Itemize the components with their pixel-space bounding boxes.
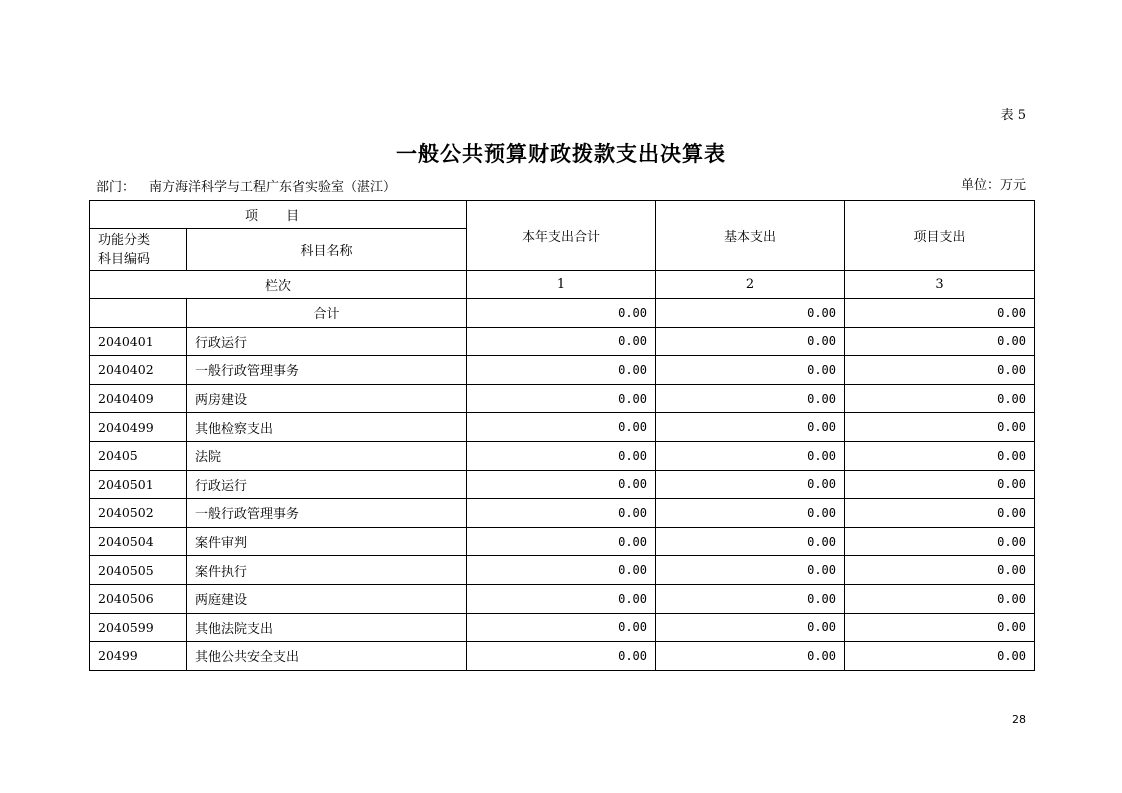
header-item: 项目支出	[845, 201, 1035, 271]
row-name: 其他法院支出	[187, 613, 467, 642]
row-code: 2040409	[90, 384, 187, 413]
row-basic: 0.00	[656, 556, 845, 585]
table-row	[90, 384, 1035, 413]
lane-1: 1	[467, 271, 656, 299]
department-line	[96, 176, 396, 195]
row-name: 法院	[187, 441, 467, 470]
header-total: 本年支出合计	[467, 201, 656, 271]
unit-label: 单位：万元	[960, 178, 1026, 193]
row-basic: 0.00	[656, 499, 845, 528]
row-total: 0.00	[467, 527, 656, 556]
row-basic: 0.00	[656, 642, 845, 671]
row-name: 两庭建设	[187, 584, 467, 613]
row-name: 行政运行	[187, 470, 467, 499]
row-name: 行政运行	[187, 327, 467, 356]
row-code: 2040499	[90, 413, 187, 442]
row-total: 0.00	[467, 613, 656, 642]
row-name: 一般行政管理事务	[187, 356, 467, 385]
row-code: 2040599	[90, 613, 187, 642]
row-total: 0.00	[467, 556, 656, 585]
row-total: 0.00	[467, 384, 656, 413]
row-code: 2040401	[90, 327, 187, 356]
row-name: 其他公共安全支出	[187, 642, 467, 671]
row-code: 20499	[90, 642, 187, 671]
row-basic: 0.00	[656, 356, 845, 385]
row-item: 0.00	[845, 356, 1035, 385]
row-total: 0.00	[467, 327, 656, 356]
row-item: 0.00	[845, 470, 1035, 499]
table-row	[90, 299, 1035, 328]
table-row	[90, 642, 1035, 671]
row-item: 0.00	[845, 413, 1035, 442]
row-item: 0.00	[845, 613, 1035, 642]
page-title: 一般公共预算财政拨款支出决算表	[396, 141, 726, 166]
table-row	[90, 556, 1035, 585]
lane-2: 2	[656, 271, 845, 299]
row-item: 0.00	[845, 642, 1035, 671]
table-row	[90, 584, 1035, 613]
header-project: 项 目	[90, 201, 467, 229]
table-row	[90, 356, 1035, 385]
row-basic: 0.00	[656, 413, 845, 442]
row-name: 案件审判	[187, 527, 467, 556]
table-row	[90, 441, 1035, 470]
row-basic: 0.00	[656, 299, 845, 328]
row-item: 0.00	[845, 384, 1035, 413]
expenditure-table	[89, 200, 1035, 671]
row-basic: 0.00	[656, 441, 845, 470]
header-subject-name: 科目名称	[187, 229, 467, 271]
row-code: 2040506	[90, 584, 187, 613]
row-name: 案件执行	[187, 556, 467, 585]
row-item: 0.00	[845, 441, 1035, 470]
row-total: 0.00	[467, 499, 656, 528]
lane-label: 栏次	[90, 271, 467, 299]
department-name: 南方海洋科学与工程广东省实验室（湛江）	[149, 180, 397, 195]
row-name: 一般行政管理事务	[187, 499, 467, 528]
row-code: 2040402	[90, 356, 187, 385]
department-label: 部门：	[96, 180, 136, 195]
table-row	[90, 413, 1035, 442]
table-row	[90, 470, 1035, 499]
row-item: 0.00	[845, 327, 1035, 356]
header-basic: 基本支出	[656, 201, 845, 271]
table-row	[90, 327, 1035, 356]
lane-3: 3	[845, 271, 1035, 299]
row-total: 0.00	[467, 356, 656, 385]
row-total: 0.00	[467, 642, 656, 671]
row-code: 2040502	[90, 499, 187, 528]
row-item: 0.00	[845, 584, 1035, 613]
row-basic: 0.00	[656, 327, 845, 356]
row-item: 0.00	[845, 556, 1035, 585]
row-code: 2040504	[90, 527, 187, 556]
table-row	[90, 613, 1035, 642]
row-item: 0.00	[845, 299, 1035, 328]
row-total: 0.00	[467, 299, 656, 328]
row-code: 2040505	[90, 556, 187, 585]
row-name: 合计	[187, 299, 467, 328]
row-code: 20405	[90, 441, 187, 470]
table-row	[90, 499, 1035, 528]
row-basic: 0.00	[656, 470, 845, 499]
row-name: 两房建设	[187, 384, 467, 413]
row-total: 0.00	[467, 441, 656, 470]
row-code	[90, 299, 187, 328]
row-basic: 0.00	[656, 584, 845, 613]
row-total: 0.00	[467, 584, 656, 613]
table-row	[90, 527, 1035, 556]
row-basic: 0.00	[656, 384, 845, 413]
row-code: 2040501	[90, 470, 187, 499]
row-name: 其他检察支出	[187, 413, 467, 442]
row-item: 0.00	[845, 527, 1035, 556]
row-basic: 0.00	[656, 527, 845, 556]
page-number: 28	[1012, 713, 1026, 726]
header-func-code: 功能分类 科目编码	[90, 229, 187, 271]
row-total: 0.00	[467, 470, 656, 499]
table-number: 表 5	[1000, 108, 1026, 123]
row-total: 0.00	[467, 413, 656, 442]
row-basic: 0.00	[656, 613, 845, 642]
row-item: 0.00	[845, 499, 1035, 528]
